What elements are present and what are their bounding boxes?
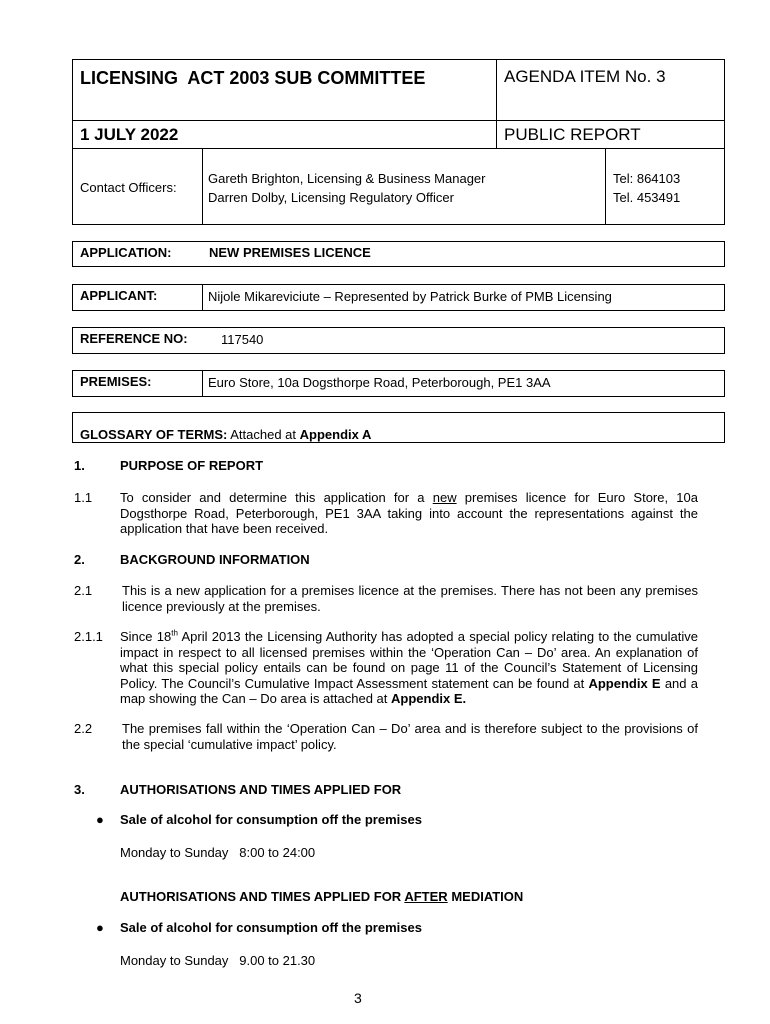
section-title: BACKGROUND INFORMATION bbox=[120, 552, 310, 567]
agenda-item: AGENDA ITEM No. 3 bbox=[504, 67, 666, 86]
paragraph-1-1 bbox=[120, 490, 698, 537]
header-row-divider bbox=[72, 148, 725, 149]
section-number: 1. bbox=[74, 458, 85, 473]
glossary-line bbox=[80, 427, 371, 442]
para-text: and a map showing the Can – Do area is attached at bbox=[120, 675, 698, 706]
para-number: 2.2 bbox=[74, 721, 93, 736]
header-row-divider bbox=[72, 120, 725, 121]
subsection-text: AUTHORISATIONS AND TIMES APPLIED FOR bbox=[120, 889, 402, 904]
section-title: AUTHORISATIONS AND TIMES APPLIED FOR bbox=[120, 782, 402, 797]
section-title: PURPOSE OF REPORT bbox=[120, 458, 264, 473]
contact-label: Contact Officers: bbox=[80, 180, 177, 195]
bullet-icon: ● bbox=[96, 920, 104, 935]
section-number: 2. bbox=[74, 552, 85, 567]
para-text: To consider and determine this application for a bbox=[120, 490, 425, 505]
bullet-times: Monday to Sunday 9.00 to 21.30 bbox=[120, 953, 316, 968]
para-text: April 2013 the Licensing Authority has adopted a special policy relating to the cumulative impact in respect to all licensed premises within the ‘Operation Can – Do’ area. An explanation of what this special policy entails can be found on page 11 of the Council’s Statement of Licensing Policy. The Council’s Cumulative Impact Assessment statement can be found at bbox=[120, 629, 698, 691]
para-underlined: new bbox=[432, 490, 457, 505]
tel-divider bbox=[605, 148, 606, 225]
glossary-appendix: Appendix A bbox=[299, 427, 372, 442]
report-type: PUBLIC REPORT bbox=[504, 125, 641, 144]
reference-value: 117540 bbox=[221, 332, 264, 347]
officer-name: Gareth Brighton, Licensing & Business Manager bbox=[208, 171, 486, 186]
para-text: Since 18 bbox=[120, 629, 172, 644]
bullet-icon: ● bbox=[96, 812, 104, 827]
appendix-ref: Appendix E bbox=[588, 675, 661, 691]
glossary-text: Attached at bbox=[230, 427, 297, 442]
applicant-divider bbox=[202, 284, 203, 311]
applicant-value: Nijole Mikareviciute – Represented by Patrick Burke of PMB Licensing bbox=[208, 289, 612, 304]
para-number: 2.1.1 bbox=[74, 629, 103, 644]
contact-divider bbox=[202, 148, 203, 225]
bullet-title: Sale of alcohol for consumption off the premises bbox=[120, 920, 422, 935]
bullet-times: Monday to Sunday 8:00 to 24:00 bbox=[120, 845, 316, 860]
meeting-date: 1 JULY 2022 bbox=[80, 125, 179, 144]
committee-title: LICENSING ACT 2003 SUB COMMITTEE bbox=[80, 68, 426, 88]
officer-name: Darren Dolby, Licensing Regulatory Officer bbox=[208, 190, 454, 205]
glossary-label: GLOSSARY OF TERMS: bbox=[80, 427, 228, 442]
reference-label: REFERENCE NO: bbox=[80, 331, 188, 346]
application-label: APPLICATION: bbox=[80, 245, 172, 260]
officer-tel: Tel. 453491 bbox=[613, 190, 681, 205]
paragraph-2-2: The premises fall within the ‘Operation Can – Do’ area and is therefore subject to the provisions of the special ‘cumulative impact’ policy. bbox=[122, 721, 698, 752]
applicant-label: APPLICANT: bbox=[80, 288, 158, 303]
para-number: 2.1 bbox=[74, 583, 93, 598]
para-text: premises licence for Euro Store, 10a Dogsthorpe Road, Peterborough, PE1 3AA taking into account the representations against the application that have been received. bbox=[120, 490, 698, 536]
subsection-title bbox=[120, 889, 523, 904]
application-value: NEW PREMISES LICENCE bbox=[209, 245, 371, 260]
officer-tel: Tel: 864103 bbox=[613, 171, 681, 186]
premises-label: PREMISES: bbox=[80, 374, 152, 389]
bullet-title: Sale of alcohol for consumption off the premises bbox=[120, 812, 422, 827]
paragraph-2-1-1 bbox=[120, 629, 698, 707]
page-number: 3 bbox=[354, 990, 362, 1006]
section-number: 3. bbox=[74, 782, 85, 797]
para-superscript: th bbox=[171, 628, 178, 638]
premises-divider bbox=[202, 370, 203, 397]
header-divider bbox=[496, 59, 497, 149]
subsection-text: MEDIATION bbox=[451, 889, 524, 904]
paragraph-2-1: This is a new application for a premises licence at the premises. There has not been any premises licence previously at the premises. bbox=[122, 583, 698, 614]
premises-value: Euro Store, 10a Dogsthorpe Road, Peterborough, PE1 3AA bbox=[208, 375, 551, 390]
para-number: 1.1 bbox=[74, 490, 93, 505]
appendix-ref: Appendix E. bbox=[391, 691, 467, 706]
subsection-underlined: AFTER bbox=[404, 889, 448, 904]
